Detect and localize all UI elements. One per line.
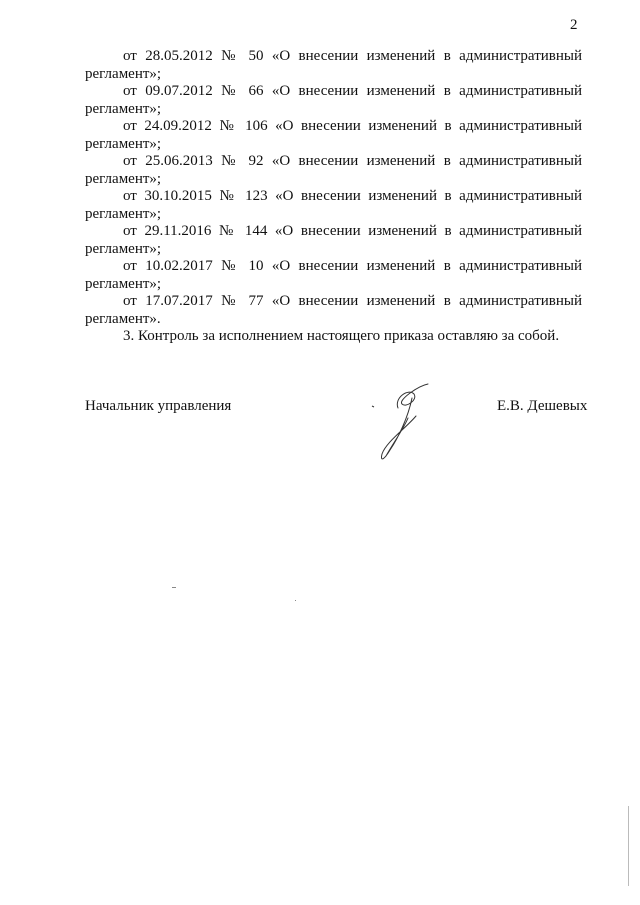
amendment-line-continuation: регламент»; [85,240,162,257]
amendment-entry [85,83,582,118]
handwritten-signature [368,378,438,468]
amendment-entry [85,223,582,258]
amendment-line-continuation: регламент»; [85,100,162,117]
scan-speck [172,587,176,588]
amendment-entry [85,153,582,188]
amendment-line: от 17.07.2017 № 77 «О внесении изменений в административный [123,293,582,309]
amendment-line: от 09.07.2012 № 66 «О внесении изменений в административный [123,83,582,99]
amendment-entry [85,258,582,293]
amendment-entry [85,188,582,223]
amendment-line-continuation: регламент»; [85,275,162,292]
amendment-line-continuation: регламент»; [85,205,162,222]
document-body [85,48,582,346]
signatory-name: Е.В. Дешевых [497,398,588,414]
paragraph-control-clause: 3. Контроль за исполнением настоящего приказа оставляю за собой. [123,328,560,344]
amendment-line: от 10.02.2017 № 10 «О внесении изменений в административный [123,258,582,274]
page-number: 2 [570,17,578,33]
amendment-entry [85,118,582,153]
scan-edge-line [628,806,629,886]
amendment-line: от 29.11.2016 № 144 «О внесении изменений в административный [123,223,582,239]
amendment-line: от 28.05.2012 № 50 «О внесении изменений в административный [123,48,582,64]
signatory-title: Начальник управления [85,398,232,414]
amendment-line-continuation: регламент»; [85,170,162,187]
scan-speck [295,600,296,601]
amendment-list [85,48,582,328]
amendment-line: от 25.06.2013 № 92 «О внесении изменений в административный [123,153,582,169]
amendment-line-continuation: регламент»; [85,135,162,152]
amendment-line: от 24.09.2012 № 106 «О внесении изменений в административный [123,118,582,134]
amendment-line: от 30.10.2015 № 123 «О внесении изменений в административный [123,188,582,204]
amendment-entry [85,48,582,83]
amendment-entry [85,293,582,328]
amendment-line-continuation: регламент»; [85,65,162,82]
amendment-line-continuation: регламент». [85,310,161,327]
